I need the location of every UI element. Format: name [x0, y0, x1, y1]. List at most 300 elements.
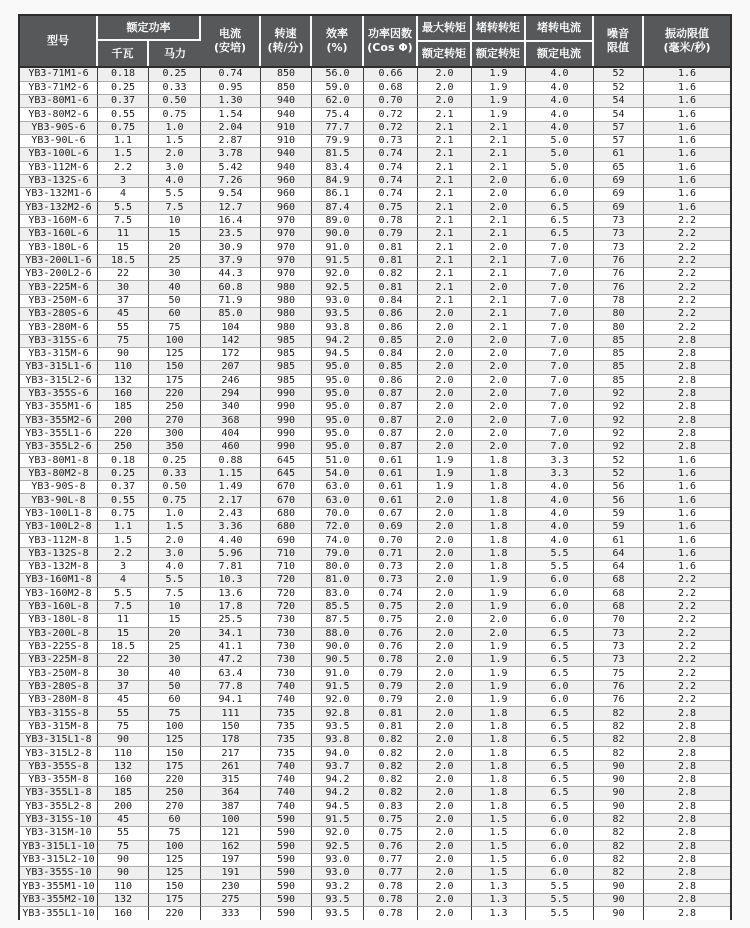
cell-efficiency: 92.0 — [312, 268, 364, 281]
cell-max_torque_ratio: 2.0 — [418, 827, 472, 840]
cell-current: 4.40 — [201, 534, 261, 547]
cell-power_factor: 0.87 — [364, 415, 418, 428]
cell-locked_torque_ratio: 1.8 — [472, 481, 526, 494]
cell-current: 7.81 — [201, 561, 261, 574]
cell-max_torque_ratio: 2.0 — [418, 707, 472, 720]
cell-max_torque_ratio: 2.1 — [418, 162, 472, 175]
header-noise-limit — [594, 16, 644, 66]
header-kw — [98, 41, 149, 66]
cell-vibration_limit: 2.8 — [644, 907, 730, 920]
table-row — [20, 588, 730, 601]
cell-kw: 5.5 — [98, 588, 149, 601]
cell-locked_current_ratio: 6.0 — [526, 175, 594, 188]
cell-model: YB3-160M2-8 — [20, 588, 98, 601]
cell-hp: 100 — [149, 841, 201, 854]
cell-efficiency: 93.5 — [312, 907, 364, 920]
cell-speed: 730 — [261, 614, 312, 627]
cell-locked_torque_ratio: 1.5 — [472, 854, 526, 867]
cell-speed: 970 — [261, 215, 312, 228]
cell-speed: 735 — [261, 721, 312, 734]
cell-current: 9.54 — [201, 188, 261, 201]
cell-vibration_limit: 2.8 — [644, 415, 730, 428]
cell-power_factor: 0.87 — [364, 428, 418, 441]
table-row — [20, 241, 730, 254]
cell-max_torque_ratio: 2.0 — [418, 321, 472, 334]
cell-locked_torque_ratio: 1.5 — [472, 841, 526, 854]
cell-speed: 960 — [261, 175, 312, 188]
cell-efficiency: 87.4 — [312, 202, 364, 215]
table-row — [20, 707, 730, 720]
cell-power_factor: 0.79 — [364, 228, 418, 241]
table-row — [20, 841, 730, 854]
cell-vibration_limit: 1.6 — [644, 95, 730, 108]
cell-locked_torque_ratio: 1.9 — [472, 588, 526, 601]
cell-locked_torque_ratio: 1.8 — [472, 534, 526, 547]
cell-hp: 0.33 — [149, 468, 201, 481]
cell-current: 404 — [201, 428, 261, 441]
cell-vibration_limit: 2.8 — [644, 428, 730, 441]
cell-vibration_limit: 2.2 — [644, 295, 730, 308]
cell-locked_torque_ratio: 1.8 — [472, 774, 526, 787]
cell-current: 162 — [201, 841, 261, 854]
cell-model: YB3-200L2-6 — [20, 268, 98, 281]
cell-power_factor: 0.78 — [364, 880, 418, 893]
cell-locked_torque_ratio: 1.8 — [472, 521, 526, 534]
cell-speed: 720 — [261, 601, 312, 614]
cell-model: YB3-355L2-8 — [20, 801, 98, 814]
cell-locked_torque_ratio: 1.8 — [472, 561, 526, 574]
cell-max_torque_ratio: 2.0 — [418, 534, 472, 547]
cell-locked_current_ratio: 7.0 — [526, 335, 594, 348]
cell-hp: 0.33 — [149, 82, 201, 95]
cell-locked_current_ratio: 6.0 — [526, 827, 594, 840]
header-hp-label: 马力 — [164, 46, 186, 60]
cell-efficiency: 93.7 — [312, 761, 364, 774]
cell-hp: 75 — [149, 827, 201, 840]
cell-max_torque_ratio: 2.1 — [418, 202, 472, 215]
cell-locked_current_ratio: 6.0 — [526, 574, 594, 587]
cell-locked_torque_ratio: 2.1 — [472, 215, 526, 228]
cell-efficiency: 81.0 — [312, 574, 364, 587]
header-locked-current-denominator: 额定电流 — [537, 47, 581, 61]
cell-noise_limit: 65 — [594, 162, 644, 175]
cell-locked_current_ratio: 7.0 — [526, 388, 594, 401]
table-row — [20, 135, 730, 148]
cell-locked_current_ratio: 7.0 — [526, 295, 594, 308]
cell-speed: 645 — [261, 468, 312, 481]
cell-model: YB3-315L2-8 — [20, 747, 98, 760]
cell-noise_limit: 68 — [594, 588, 644, 601]
cell-efficiency: 95.0 — [312, 441, 364, 454]
cell-locked_current_ratio: 7.0 — [526, 428, 594, 441]
cell-max_torque_ratio: 2.0 — [418, 561, 472, 574]
header-locked-torque-ratio — [472, 16, 526, 66]
cell-noise_limit: 64 — [594, 548, 644, 561]
cell-power_factor: 0.71 — [364, 548, 418, 561]
cell-kw: 0.55 — [98, 108, 149, 121]
cell-model: YB3-80M1-6 — [20, 95, 98, 108]
cell-current: 100 — [201, 814, 261, 827]
cell-vibration_limit: 2.8 — [644, 880, 730, 893]
cell-speed: 940 — [261, 148, 312, 161]
table-row — [20, 561, 730, 574]
cell-max_torque_ratio: 2.0 — [418, 82, 472, 95]
cell-locked_current_ratio: 6.5 — [526, 761, 594, 774]
cell-locked_current_ratio: 5.5 — [526, 880, 594, 893]
header-vibration-limit — [644, 16, 730, 66]
header-speed-line2: (转/分) — [267, 41, 304, 54]
cell-power_factor: 0.61 — [364, 494, 418, 507]
cell-kw: 90 — [98, 867, 149, 880]
cell-locked_current_ratio: 6.5 — [526, 787, 594, 800]
header-speed-line1: 转速 — [274, 27, 297, 41]
cell-current: 25.5 — [201, 614, 261, 627]
cell-hp: 25 — [149, 255, 201, 268]
table-row — [20, 175, 730, 188]
cell-model: YB3-355S-8 — [20, 761, 98, 774]
cell-model: YB3-315L2-6 — [20, 375, 98, 388]
cell-max_torque_ratio: 2.1 — [418, 148, 472, 161]
cell-noise_limit: 90 — [594, 774, 644, 787]
cell-power_factor: 0.82 — [364, 774, 418, 787]
cell-current: 30.9 — [201, 241, 261, 254]
cell-efficiency: 94.0 — [312, 747, 364, 760]
cell-vibration_limit: 2.8 — [644, 734, 730, 747]
cell-model: YB3-100L2-8 — [20, 521, 98, 534]
cell-vibration_limit: 2.2 — [644, 255, 730, 268]
cell-current: 207 — [201, 361, 261, 374]
cell-kw: 75 — [98, 335, 149, 348]
table-row — [20, 854, 730, 867]
cell-model: YB3-355M2-6 — [20, 415, 98, 428]
cell-noise_limit: 54 — [594, 108, 644, 121]
cell-noise_limit: 73 — [594, 228, 644, 241]
cell-current: 340 — [201, 401, 261, 414]
cell-current: 3.36 — [201, 521, 261, 534]
table-row — [20, 228, 730, 241]
cell-locked_current_ratio: 6.0 — [526, 588, 594, 601]
cell-power_factor: 0.72 — [364, 108, 418, 121]
cell-kw: 0.25 — [98, 82, 149, 95]
table-row — [20, 508, 730, 521]
table-row — [20, 401, 730, 414]
cell-efficiency: 63.0 — [312, 481, 364, 494]
cell-locked_current_ratio: 4.0 — [526, 95, 594, 108]
cell-noise_limit: 56 — [594, 494, 644, 507]
table-row — [20, 667, 730, 680]
cell-current: 275 — [201, 894, 261, 907]
cell-power_factor: 0.73 — [364, 574, 418, 587]
cell-power_factor: 0.61 — [364, 468, 418, 481]
cell-locked_torque_ratio: 1.5 — [472, 827, 526, 840]
cell-noise_limit: 90 — [594, 894, 644, 907]
cell-current: 10.3 — [201, 574, 261, 587]
cell-current: 364 — [201, 787, 261, 800]
cell-current: 2.43 — [201, 508, 261, 521]
cell-model: YB3-132M2-6 — [20, 202, 98, 215]
cell-hp: 60 — [149, 308, 201, 321]
cell-noise_limit: 73 — [594, 654, 644, 667]
cell-locked_current_ratio: 6.5 — [526, 707, 594, 720]
cell-kw: 1.5 — [98, 148, 149, 161]
cell-hp: 2.0 — [149, 148, 201, 161]
cell-model: YB3-112M-8 — [20, 534, 98, 547]
header-kw-label: 千瓦 — [111, 46, 134, 60]
cell-vibration_limit: 1.6 — [644, 521, 730, 534]
cell-speed: 590 — [261, 814, 312, 827]
cell-vibration_limit: 1.6 — [644, 188, 730, 201]
cell-power_factor: 0.77 — [364, 854, 418, 867]
cell-hp: 15 — [149, 228, 201, 241]
cell-model: YB3-80M2-6 — [20, 108, 98, 121]
cell-vibration_limit: 1.6 — [644, 561, 730, 574]
cell-model: YB3-315L1-10 — [20, 841, 98, 854]
cell-kw: 37 — [98, 681, 149, 694]
cell-kw: 160 — [98, 388, 149, 401]
table-row — [20, 188, 730, 201]
cell-kw: 185 — [98, 787, 149, 800]
header-current-line1: 电流 — [219, 27, 241, 41]
cell-locked_current_ratio: 7.0 — [526, 255, 594, 268]
table-row — [20, 787, 730, 800]
cell-model: YB3-80M2-8 — [20, 468, 98, 481]
cell-speed: 670 — [261, 481, 312, 494]
cell-current: 246 — [201, 375, 261, 388]
cell-current: 12.7 — [201, 202, 261, 215]
cell-vibration_limit: 2.8 — [644, 854, 730, 867]
cell-current: 7.26 — [201, 175, 261, 188]
cell-model: YB3-250M-6 — [20, 295, 98, 308]
cell-noise_limit: 54 — [594, 95, 644, 108]
cell-max_torque_ratio: 2.0 — [418, 801, 472, 814]
cell-locked_current_ratio: 4.0 — [526, 66, 594, 82]
cell-locked_current_ratio: 3.3 — [526, 468, 594, 481]
table-row — [20, 122, 730, 135]
cell-power_factor: 0.86 — [364, 321, 418, 334]
cell-hp: 0.50 — [149, 95, 201, 108]
cell-max_torque_ratio: 2.0 — [418, 641, 472, 654]
cell-efficiency: 77.7 — [312, 122, 364, 135]
cell-model: YB3-315M-8 — [20, 721, 98, 734]
cell-locked_current_ratio: 7.0 — [526, 361, 594, 374]
cell-power_factor: 0.68 — [364, 82, 418, 95]
cell-power_factor: 0.66 — [364, 66, 418, 82]
cell-kw: 0.75 — [98, 122, 149, 135]
cell-max_torque_ratio: 2.1 — [418, 255, 472, 268]
cell-max_torque_ratio: 2.0 — [418, 814, 472, 827]
cell-locked_current_ratio: 6.5 — [526, 641, 594, 654]
cell-hp: 5.5 — [149, 574, 201, 587]
cell-model: YB3-315M-10 — [20, 827, 98, 840]
cell-hp: 20 — [149, 628, 201, 641]
cell-hp: 60 — [149, 814, 201, 827]
cell-vibration_limit: 2.8 — [644, 375, 730, 388]
cell-speed: 970 — [261, 228, 312, 241]
header-locked-torque-numerator: 堵转转矩 — [472, 16, 524, 42]
cell-current: 142 — [201, 335, 261, 348]
cell-vibration_limit: 2.8 — [644, 814, 730, 827]
table-row — [20, 361, 730, 374]
cell-noise_limit: 90 — [594, 801, 644, 814]
cell-vibration_limit: 1.6 — [644, 66, 730, 82]
cell-noise_limit: 82 — [594, 867, 644, 880]
table-row — [20, 641, 730, 654]
cell-locked_current_ratio: 6.0 — [526, 841, 594, 854]
cell-efficiency: 94.5 — [312, 801, 364, 814]
cell-speed: 740 — [261, 681, 312, 694]
cell-locked_torque_ratio: 1.3 — [472, 907, 526, 920]
cell-speed: 720 — [261, 588, 312, 601]
cell-power_factor: 0.61 — [364, 454, 418, 467]
cell-kw: 200 — [98, 801, 149, 814]
cell-max_torque_ratio: 2.1 — [418, 122, 472, 135]
cell-locked_current_ratio: 7.0 — [526, 401, 594, 414]
cell-speed: 970 — [261, 268, 312, 281]
cell-efficiency: 81.5 — [312, 148, 364, 161]
cell-hp: 0.75 — [149, 494, 201, 507]
cell-kw: 0.18 — [98, 454, 149, 467]
cell-noise_limit: 92 — [594, 441, 644, 454]
cell-efficiency: 62.0 — [312, 95, 364, 108]
cell-noise_limit: 80 — [594, 308, 644, 321]
cell-max_torque_ratio: 2.1 — [418, 188, 472, 201]
table-row — [20, 268, 730, 281]
cell-hp: 300 — [149, 428, 201, 441]
cell-kw: 22 — [98, 654, 149, 667]
cell-vibration_limit: 1.6 — [644, 202, 730, 215]
table-row — [20, 894, 730, 907]
cell-noise_limit: 69 — [594, 175, 644, 188]
header-hp — [149, 41, 201, 66]
cell-power_factor: 0.67 — [364, 508, 418, 521]
header-rated-power-label: 额定功率 — [126, 20, 171, 34]
cell-efficiency: 92.5 — [312, 841, 364, 854]
cell-vibration_limit: 1.6 — [644, 468, 730, 481]
cell-locked_torque_ratio: 2.0 — [472, 281, 526, 294]
cell-speed: 990 — [261, 415, 312, 428]
cell-speed: 670 — [261, 494, 312, 507]
cell-noise_limit: 52 — [594, 468, 644, 481]
cell-efficiency: 93.0 — [312, 854, 364, 867]
cell-hp: 7.5 — [149, 588, 201, 601]
cell-locked_torque_ratio: 1.3 — [472, 880, 526, 893]
cell-current: 460 — [201, 441, 261, 454]
cell-speed: 590 — [261, 841, 312, 854]
cell-power_factor: 0.85 — [364, 335, 418, 348]
cell-hp: 220 — [149, 774, 201, 787]
cell-power_factor: 0.79 — [364, 694, 418, 707]
cell-efficiency: 93.0 — [312, 295, 364, 308]
cell-locked_current_ratio: 6.5 — [526, 667, 594, 680]
cell-speed: 740 — [261, 787, 312, 800]
cell-max_torque_ratio: 2.0 — [418, 574, 472, 587]
cell-hp: 15 — [149, 614, 201, 627]
table-row — [20, 827, 730, 840]
cell-kw: 0.18 — [98, 66, 149, 82]
table-row — [20, 801, 730, 814]
cell-kw: 90 — [98, 734, 149, 747]
cell-power_factor: 0.77 — [364, 867, 418, 880]
cell-locked_current_ratio: 7.0 — [526, 415, 594, 428]
cell-current: 191 — [201, 867, 261, 880]
cell-kw: 45 — [98, 814, 149, 827]
cell-hp: 75 — [149, 321, 201, 334]
table-row — [20, 521, 730, 534]
cell-efficiency: 90.5 — [312, 654, 364, 667]
cell-locked_current_ratio: 4.0 — [526, 508, 594, 521]
cell-kw: 30 — [98, 281, 149, 294]
cell-vibration_limit: 2.2 — [644, 241, 730, 254]
table-row — [20, 468, 730, 481]
cell-hp: 150 — [149, 880, 201, 893]
cell-noise_limit: 90 — [594, 761, 644, 774]
cell-vibration_limit: 1.6 — [644, 175, 730, 188]
cell-model: YB3-315S-8 — [20, 707, 98, 720]
cell-hp: 10 — [149, 215, 201, 228]
cell-noise_limit: 76 — [594, 255, 644, 268]
cell-kw: 200 — [98, 415, 149, 428]
cell-efficiency: 91.5 — [312, 681, 364, 694]
cell-hp: 1.0 — [149, 508, 201, 521]
cell-max_torque_ratio: 2.0 — [418, 787, 472, 800]
cell-efficiency: 72.0 — [312, 521, 364, 534]
cell-speed: 740 — [261, 761, 312, 774]
cell-current: 1.30 — [201, 95, 261, 108]
cell-noise_limit: 90 — [594, 880, 644, 893]
cell-power_factor: 0.72 — [364, 122, 418, 135]
cell-max_torque_ratio: 2.0 — [418, 907, 472, 920]
cell-power_factor: 0.70 — [364, 95, 418, 108]
cell-max_torque_ratio: 2.0 — [418, 774, 472, 787]
cell-current: 94.1 — [201, 694, 261, 707]
cell-kw: 55 — [98, 827, 149, 840]
cell-model: YB3-180L-6 — [20, 241, 98, 254]
cell-locked_torque_ratio: 1.9 — [472, 66, 526, 82]
cell-model: YB3-355M1-6 — [20, 401, 98, 414]
cell-model: YB3-90L-8 — [20, 494, 98, 507]
cell-locked_current_ratio: 7.0 — [526, 321, 594, 334]
cell-vibration_limit: 2.8 — [644, 401, 730, 414]
table-row — [20, 814, 730, 827]
cell-speed: 960 — [261, 188, 312, 201]
cell-hp: 25 — [149, 641, 201, 654]
table-row — [20, 108, 730, 121]
cell-hp: 100 — [149, 721, 201, 734]
cell-current: 0.88 — [201, 454, 261, 467]
cell-noise_limit: 68 — [594, 601, 644, 614]
cell-power_factor: 0.61 — [364, 481, 418, 494]
cell-max_torque_ratio: 2.1 — [418, 175, 472, 188]
cell-speed: 735 — [261, 734, 312, 747]
cell-power_factor: 0.74 — [364, 162, 418, 175]
table-row — [20, 628, 730, 641]
cell-locked_current_ratio: 4.0 — [526, 494, 594, 507]
cell-noise_limit: 69 — [594, 188, 644, 201]
cell-model: YB3-315L1-8 — [20, 734, 98, 747]
cell-noise_limit: 73 — [594, 628, 644, 641]
cell-hp: 5.5 — [149, 188, 201, 201]
cell-vibration_limit: 2.8 — [644, 894, 730, 907]
cell-hp: 10 — [149, 601, 201, 614]
cell-efficiency: 91.5 — [312, 255, 364, 268]
cell-vibration_limit: 1.6 — [644, 162, 730, 175]
cell-speed: 980 — [261, 295, 312, 308]
cell-noise_limit: 76 — [594, 281, 644, 294]
cell-locked_current_ratio: 5.5 — [526, 548, 594, 561]
table-row — [20, 348, 730, 361]
cell-model: YB3-355S-10 — [20, 867, 98, 880]
cell-locked_current_ratio: 6.5 — [526, 747, 594, 760]
